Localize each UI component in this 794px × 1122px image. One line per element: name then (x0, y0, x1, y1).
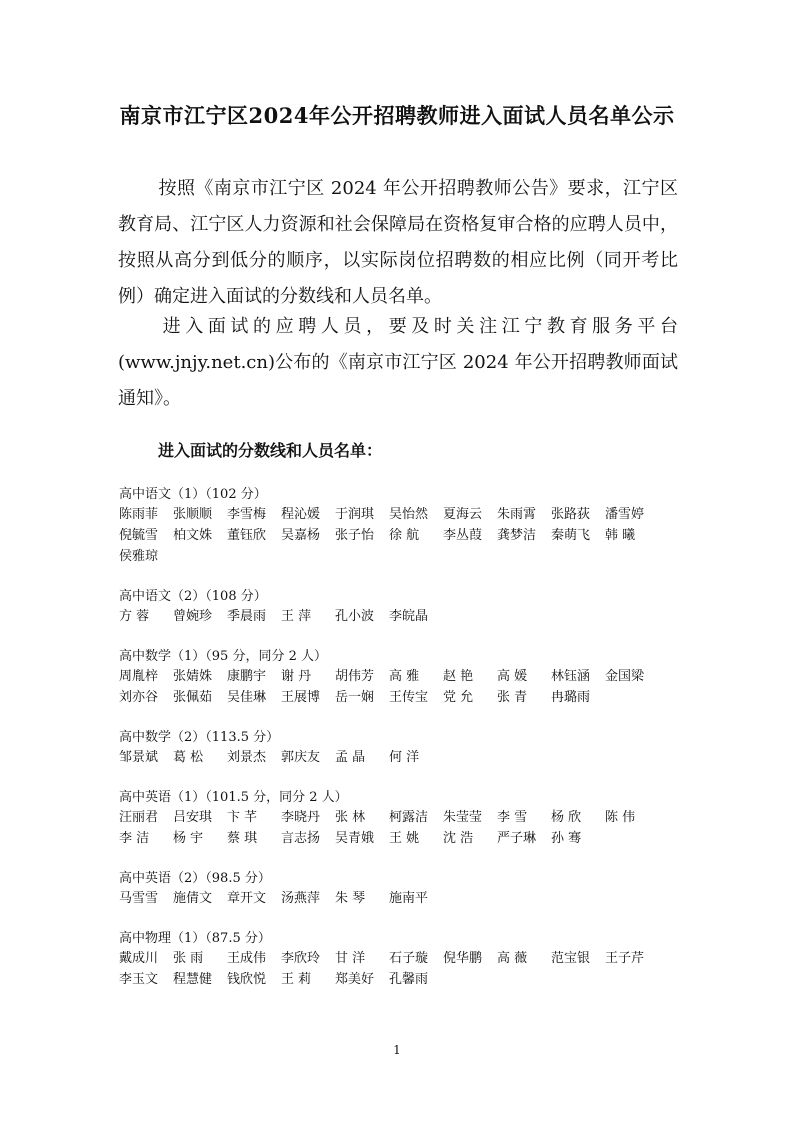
candidate-name: 谢 丹 (281, 669, 312, 684)
candidate-name: 程慧健 (173, 972, 213, 987)
candidate-name: 张 青 (497, 690, 528, 705)
notice-paragraph-text: 进入面试的应聘人员，要及时关注江宁教育服务平台(www.jnjy.net.cn)公布的《南京市江宁区 2024 年公开招聘教师面试通知》。 (118, 316, 678, 409)
candidate-name: 杨 欣 (551, 810, 582, 825)
name-list (119, 606, 679, 627)
candidate-name: 李晓丹 (281, 810, 321, 825)
candidate-name: 李欣玲 (281, 951, 321, 966)
candidate-name: 李雪梅 (227, 507, 267, 522)
name-list (119, 807, 679, 849)
candidate-name: 王 莉 (281, 972, 312, 987)
candidate-name: 李丛葭 (443, 528, 483, 543)
candidate-name: 王 萍 (281, 609, 312, 624)
candidate-name: 朱 琴 (335, 891, 366, 906)
candidate-name: 石子璇 (389, 951, 429, 966)
candidate-name: 范宝银 (551, 951, 591, 966)
candidate-groups (119, 485, 679, 1010)
group-heading: 高中英语（2）（98.5 分） (119, 871, 271, 886)
candidate-group (119, 485, 679, 567)
candidate-group (119, 869, 679, 909)
candidate-name: 张佩茹 (173, 690, 213, 705)
candidate-name: 柯露洁 (389, 810, 429, 825)
group-heading: 高中语文（1）（102 分） (119, 487, 267, 502)
candidate-name: 龚梦洁 (497, 528, 537, 543)
candidate-name: 吕安琪 (173, 810, 213, 825)
candidate-name: 董钰欣 (227, 528, 267, 543)
candidate-name: 倪毓雪 (119, 528, 159, 543)
page-number: 1 (393, 1043, 401, 1057)
candidate-name: 岳一娴 (335, 690, 375, 705)
candidate-name: 甘 洋 (335, 951, 366, 966)
group-heading: 高中语文（2）（108 分） (119, 589, 267, 604)
name-list (119, 504, 679, 567)
candidate-name: 党 允 (443, 690, 474, 705)
candidate-name: 朱莹莹 (443, 810, 483, 825)
candidate-name: 秦萌飞 (551, 528, 591, 543)
intro-paragraph-text: 按照《南京市江宁区 2024 年公开招聘教师公告》要求，江宁区教育局、江宁区人力资源和社会保障局在资格复审合格的应聘人员中，按照从高分到低分的顺序，以实际岗位招聘数的相应比例（同开考比例）确定进入面试的分数线和人员名单。 (118, 178, 678, 307)
candidate-name: 李 洁 (119, 831, 150, 846)
candidate-name: 卞 芊 (227, 810, 258, 825)
candidate-name: 高 薇 (497, 951, 528, 966)
candidate-name: 蔡 琪 (227, 831, 258, 846)
candidate-name: 胡伟芳 (335, 669, 375, 684)
candidate-name: 沈 浩 (443, 831, 474, 846)
candidate-name: 言志扬 (281, 831, 321, 846)
candidate-name: 冉璐雨 (551, 690, 591, 705)
candidate-name: 刘亦谷 (119, 690, 159, 705)
candidate-name: 李玉文 (119, 972, 159, 987)
candidate-name: 王展博 (281, 690, 321, 705)
candidate-name: 吴嘉杨 (281, 528, 321, 543)
candidate-name: 倪华鹏 (443, 951, 483, 966)
candidate-name: 夏海云 (443, 507, 483, 522)
candidate-name: 马雪雪 (119, 891, 159, 906)
candidate-name: 施南平 (389, 891, 429, 906)
candidate-name: 戴成川 (119, 951, 159, 966)
document-title: 南京市江宁区2024年公开招聘教师进入面试人员名单公示 (119, 103, 675, 128)
candidate-name: 王子芹 (605, 951, 645, 966)
candidate-name: 严子琳 (497, 831, 537, 846)
notice-paragraph (118, 309, 678, 417)
candidate-name: 李 雪 (497, 810, 528, 825)
candidate-name: 程沁媛 (281, 507, 321, 522)
candidate-name: 季晨雨 (227, 609, 267, 624)
candidate-name: 周胤梓 (119, 669, 159, 684)
candidate-name: 何 洋 (389, 750, 420, 765)
candidate-name: 王传宝 (389, 690, 429, 705)
group-heading: 高中物理（1）（87.5 分） (119, 931, 271, 946)
candidate-name: 方 蓉 (119, 609, 150, 624)
candidate-name: 张 雨 (173, 951, 204, 966)
candidate-name: 潘雪婷 (605, 507, 645, 522)
candidate-name: 汪丽君 (119, 810, 159, 825)
name-list (119, 948, 679, 990)
candidate-name: 陈 伟 (605, 810, 636, 825)
candidate-name: 吴青娥 (335, 831, 375, 846)
name-list (119, 747, 679, 768)
group-heading: 高中数学（2）（113.5 分） (119, 730, 280, 745)
candidate-name: 张婧姝 (173, 669, 213, 684)
candidate-name: 施倩文 (173, 891, 213, 906)
candidate-name: 葛 松 (173, 750, 204, 765)
candidate-name: 孙 骞 (551, 831, 582, 846)
candidate-name: 康鹏宇 (227, 669, 267, 684)
candidate-name: 吴佳琳 (227, 690, 267, 705)
candidate-name: 张子怡 (335, 528, 375, 543)
candidate-name: 刘景杰 (227, 750, 267, 765)
candidate-name: 邹景斌 (119, 750, 159, 765)
candidate-name: 高 雅 (389, 669, 420, 684)
list-heading: 进入面试的分数线和人员名单： (158, 441, 383, 460)
candidate-name: 王 姚 (389, 831, 420, 846)
candidate-name: 朱雨霄 (497, 507, 537, 522)
candidate-name: 张路荻 (551, 507, 591, 522)
name-list (119, 888, 679, 909)
candidate-name: 曾婉珍 (173, 609, 213, 624)
candidate-name: 钱欣悦 (227, 972, 267, 987)
candidate-name: 郑美好 (335, 972, 375, 987)
candidate-name: 柏文姝 (173, 528, 213, 543)
candidate-group (119, 929, 679, 990)
candidate-name: 章开文 (227, 891, 267, 906)
candidate-name: 韩 曦 (605, 528, 636, 543)
candidate-name: 林钰涵 (551, 669, 591, 684)
candidate-name: 赵 艳 (443, 669, 474, 684)
candidate-name: 汤燕萍 (281, 891, 321, 906)
candidate-group (119, 728, 679, 768)
candidate-group (119, 587, 679, 627)
candidate-name: 金国梁 (605, 669, 645, 684)
candidate-name: 陈雨菲 (119, 507, 159, 522)
name-list (119, 666, 679, 708)
candidate-name: 张 林 (335, 810, 366, 825)
group-heading: 高中数学（1）（95 分，同分 2 人） (119, 649, 327, 664)
candidate-name: 吴怡然 (389, 507, 429, 522)
candidate-name: 李皖晶 (389, 609, 429, 624)
candidate-group (119, 788, 679, 849)
candidate-name: 孔馨雨 (389, 972, 429, 987)
group-heading: 高中英语（1）（101.5 分，同分 2 人） (119, 790, 348, 805)
candidate-name: 孔小波 (335, 609, 375, 624)
candidate-name: 高 媛 (497, 669, 528, 684)
candidate-name: 于润琪 (335, 507, 375, 522)
intro-paragraph (118, 171, 678, 315)
candidate-name: 杨 宇 (173, 831, 204, 846)
candidate-name: 徐 航 (389, 528, 420, 543)
candidate-name: 郭庆友 (281, 750, 321, 765)
candidate-group (119, 647, 679, 708)
candidate-name: 王成伟 (227, 951, 267, 966)
candidate-name: 张顺顺 (173, 507, 213, 522)
candidate-name: 孟 晶 (335, 750, 366, 765)
candidate-name: 侯雅琼 (119, 549, 159, 564)
